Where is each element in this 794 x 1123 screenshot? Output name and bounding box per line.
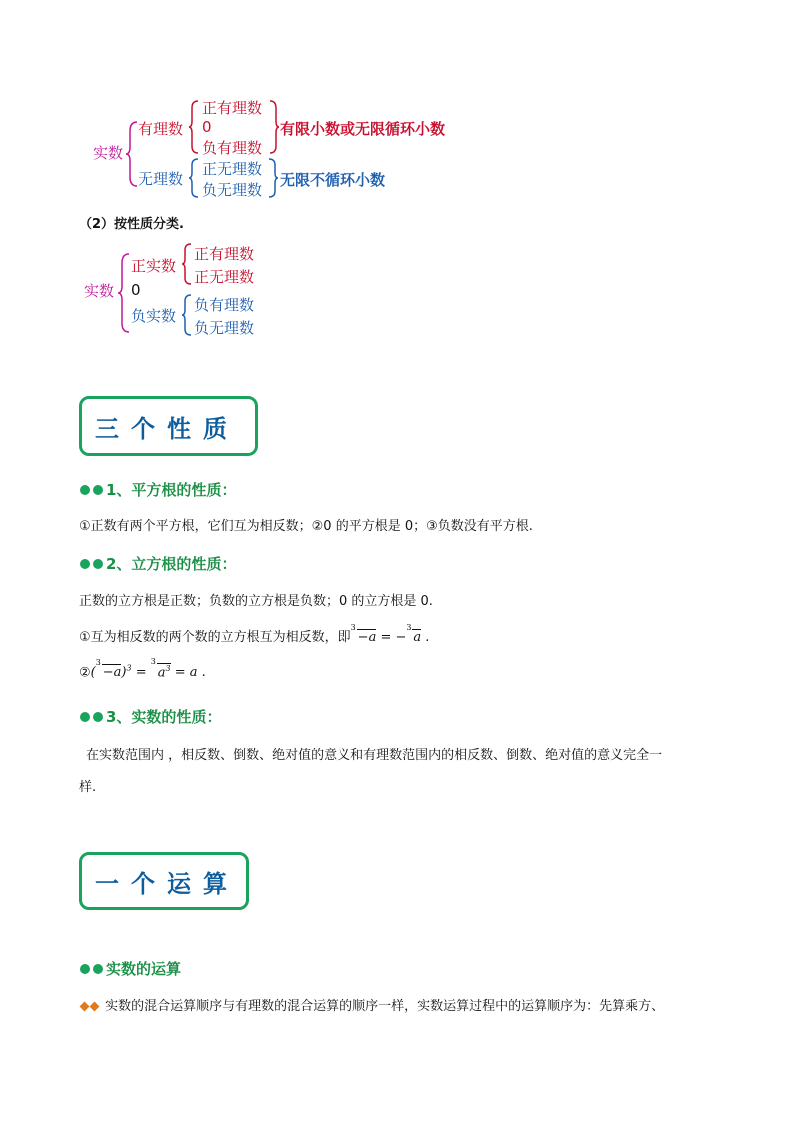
formula-1-expression: 3 −a = − 3 a .: [350, 623, 430, 645]
operations-text-line: 实数的混合运算顺序与有理数的混合运算的顺序一样，实数运算过程中的运算顺序为：先算乘方、: [105, 999, 665, 1014]
diamond-bullet-icon: [90, 1002, 100, 1012]
tree2-negative-child: 负无理数: [194, 319, 255, 337]
tree2-positive: 正实数: [131, 257, 177, 275]
tree1-rational-child: 负有理数: [202, 139, 263, 157]
tree2-negative-brace: [181, 294, 193, 336]
bullet-dot-icon: [80, 559, 90, 569]
bullet-dot-icon: [93, 712, 103, 722]
tree2-negative: 负实数: [131, 307, 177, 325]
tree1-root: 实数: [93, 144, 124, 162]
heading-real-number-properties: [80, 706, 221, 727]
bullet-dot-icon: [80, 485, 90, 495]
formula-2-expression: ( 3 −a)$^3$ = 3 $a^3 = a$ .: [90, 657, 206, 681]
square-root-properties-text: ①正数有两个平方根，它们互为相反数；②0 的平方根是 0；③负数没有平方根.: [79, 519, 533, 534]
heading-text: 3、实数的性质：: [106, 708, 222, 726]
tree1-rational-closing-brace: [268, 100, 280, 154]
tree2-positive-child: 正无理数: [194, 268, 255, 286]
heading-square-root-properties: [80, 479, 236, 500]
heading-cube-root-properties: [80, 553, 236, 574]
heading-text: 2、立方根的性质：: [106, 555, 237, 573]
tree2-positive-child: 正有理数: [194, 245, 255, 263]
sub-heading-by-property: （2）按性质分类.: [79, 217, 184, 232]
tree1-root-brace: [125, 121, 139, 187]
heading-text: 实数的运算: [106, 960, 182, 978]
tree2-negative-child: 负有理数: [194, 296, 255, 314]
tree1-irrational-closing-brace: [267, 158, 279, 198]
cube-root-properties-text: 正数的立方根是正数；负数的立方根是负数；0 的立方根是 0.: [79, 594, 433, 609]
tree1-irrational: 无理数: [138, 170, 184, 188]
section-title-one-operation: 一个运算: [95, 869, 239, 898]
section-title-box-one-operation: [79, 852, 249, 910]
tree2-root: 实数: [84, 282, 115, 300]
tree1-rational: 有理数: [138, 120, 184, 138]
bullet-dot-icon: [80, 964, 90, 974]
real-number-properties-text-line2: 样.: [79, 780, 97, 795]
section-title-box-three-properties: [79, 396, 258, 456]
tree1-rational-child: 0: [202, 118, 212, 136]
formula-2-prefix: ②: [79, 665, 91, 681]
diamond-bullet-icon: [80, 1002, 90, 1012]
bullet-dot-icon: [93, 485, 103, 495]
real-number-properties-text-line1: 在实数范围内 ，相反数、倒数、绝对值的意义和有理数范围内的相反数、倒数、绝对值的意义完全一: [86, 748, 663, 763]
bullet-dot-icon: [93, 559, 103, 569]
formula-1-prefix: ①互为相反数的两个数的立方根互为相反数，即: [79, 630, 351, 645]
tree1-irrational-child: 负无理数: [202, 181, 263, 199]
real-number-operations-text: [81, 995, 664, 1014]
tree1-irrational-brace: [188, 158, 200, 198]
cube-root-formula-1: [79, 623, 430, 645]
tree1-rational-brace: [188, 100, 200, 154]
bullet-dot-icon: [80, 712, 90, 722]
tree1-rational-note: 有限小数或无限循环小数: [280, 120, 446, 138]
section-title-three-properties: 三个性质: [95, 414, 239, 443]
cube-root-formula-2: [79, 657, 206, 681]
tree1-irrational-note: 无限不循环小数: [280, 171, 386, 189]
tree1-irrational-child: 正无理数: [202, 160, 263, 178]
tree2-zero: 0: [131, 281, 141, 299]
tree2-positive-brace: [181, 243, 193, 285]
heading-real-number-operations: [80, 958, 181, 979]
tree1-rational-child: 正有理数: [202, 99, 263, 117]
heading-text: 1、平方根的性质：: [106, 481, 237, 499]
bullet-dot-icon: [93, 964, 103, 974]
tree2-root-brace: [117, 253, 131, 333]
